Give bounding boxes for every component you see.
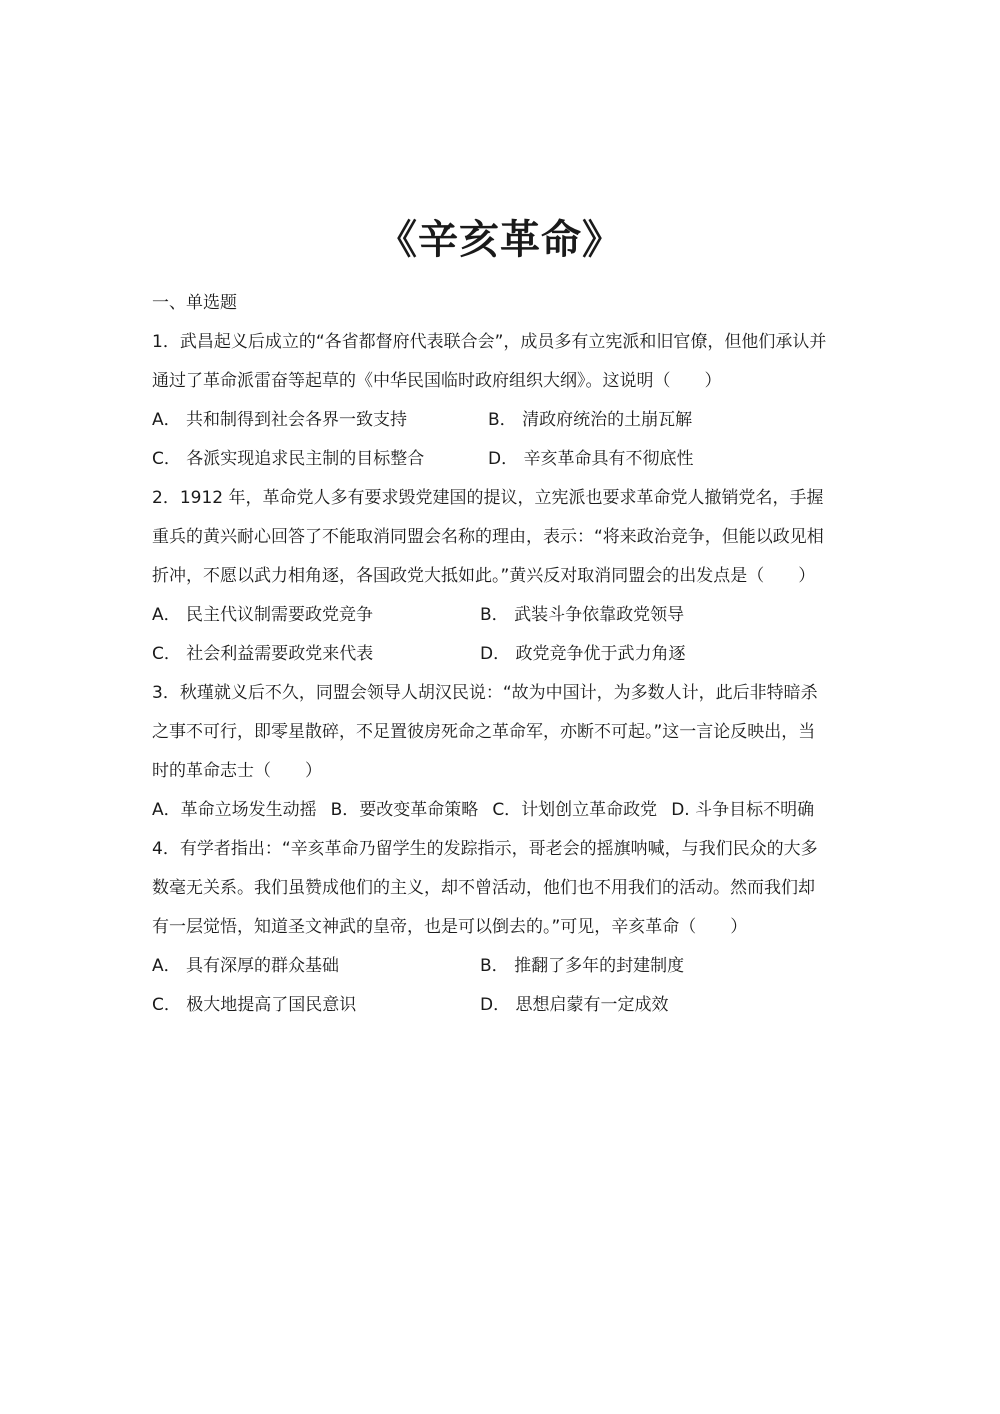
question-2: [152, 479, 852, 674]
option-c[interactable]: C． 极大地提高了国民意识: [152, 995, 357, 1015]
question-text-line: 数毫无关系。我们虽赞成他们的主义，却不曾活动，他们也不用我们的活动。然而我们却: [152, 878, 815, 898]
option-a[interactable]: A． 民主代议制需要政党竞争: [152, 605, 374, 625]
option-row: [152, 401, 852, 440]
question-3: [152, 674, 852, 830]
option-a[interactable]: A． 具有深厚的群众基础: [152, 956, 340, 976]
option-c[interactable]: C．计划创立革命政党: [492, 800, 658, 820]
question-text-line: 1．武昌起义后成立的“各省都督府代表联合会”，成员多有立宪派和旧官僚，但他们承认并: [152, 332, 827, 352]
question-list: [152, 284, 852, 1025]
question-text-line: 之事不可行，即零星散碎，不足置彼房死命之革命军，亦断不可起。”这一言论反映出，当: [152, 722, 816, 742]
option-b[interactable]: B． 清政府统治的土崩瓦解: [488, 410, 693, 430]
question-4: [152, 830, 852, 1025]
option-row: [152, 635, 852, 674]
option-row: [152, 986, 852, 1025]
option-a[interactable]: A．革命立场发生动摇: [152, 800, 317, 820]
option-b[interactable]: B． 推翻了多年的封建制度: [480, 956, 685, 976]
option-row: [152, 947, 852, 986]
question-text-line: 时的革命志士（ ）: [152, 761, 322, 781]
question-text-line: 通过了革命派雷奋等起草的《中华民国临时政府组织大纲》。这说明（ ）: [152, 371, 722, 391]
option-c[interactable]: C． 各派实现追求民主制的目标整合: [152, 449, 425, 469]
option-row: [152, 596, 852, 635]
option-row: [152, 791, 852, 830]
option-row: [152, 440, 852, 479]
question-text-line: 折冲，不愿以武力相角逐，各国政党大抵如此。”黄兴反对取消同盟会的出发点是（ ）: [152, 566, 816, 586]
option-d[interactable]: D． 辛亥革命具有不彻底性: [488, 449, 694, 469]
question-text-line: 2．1912 年，革命党人多有要求毁党建国的提议，立宪派也要求革命党人撤销党名，手握: [152, 488, 824, 508]
question-text-line: 3．秋瑾就义后不久，同盟会领导人胡汉民说：“故为中国计，为多数人计，此后非特暗杀: [152, 683, 818, 703]
option-a[interactable]: A． 共和制得到社会各界一致支持: [152, 410, 408, 430]
option-b[interactable]: B．要改变革命策略: [330, 800, 479, 820]
question-text-line: 重兵的黄兴耐心回答了不能取消同盟会名称的理由，表示：“将来政治竞争，但能以政见相: [152, 527, 824, 547]
option-d[interactable]: D． 思想启蒙有一定成效: [480, 995, 669, 1015]
question-text-line: 4．有学者指出：“辛亥革命乃留学生的发踪指示，哥老会的摇旗呐喊，与我们民众的大多: [152, 839, 818, 859]
option-b[interactable]: B． 武装斗争依靠政党领导: [480, 605, 685, 625]
question-text-line: 有一层觉悟，知道圣文神武的皇帝，也是可以倒去的。”可见，辛亥革命（ ）: [152, 917, 748, 937]
question-1: [152, 323, 852, 479]
option-c[interactable]: C． 社会利益需要政党来代表: [152, 644, 374, 664]
option-d[interactable]: D． 政党竞争优于武力角逐: [480, 644, 686, 664]
section-heading: 一、单选题: [152, 293, 237, 313]
option-d[interactable]: D. 斗争目标不明确: [671, 800, 815, 820]
document-title: 《辛亥革命》: [377, 217, 623, 263]
